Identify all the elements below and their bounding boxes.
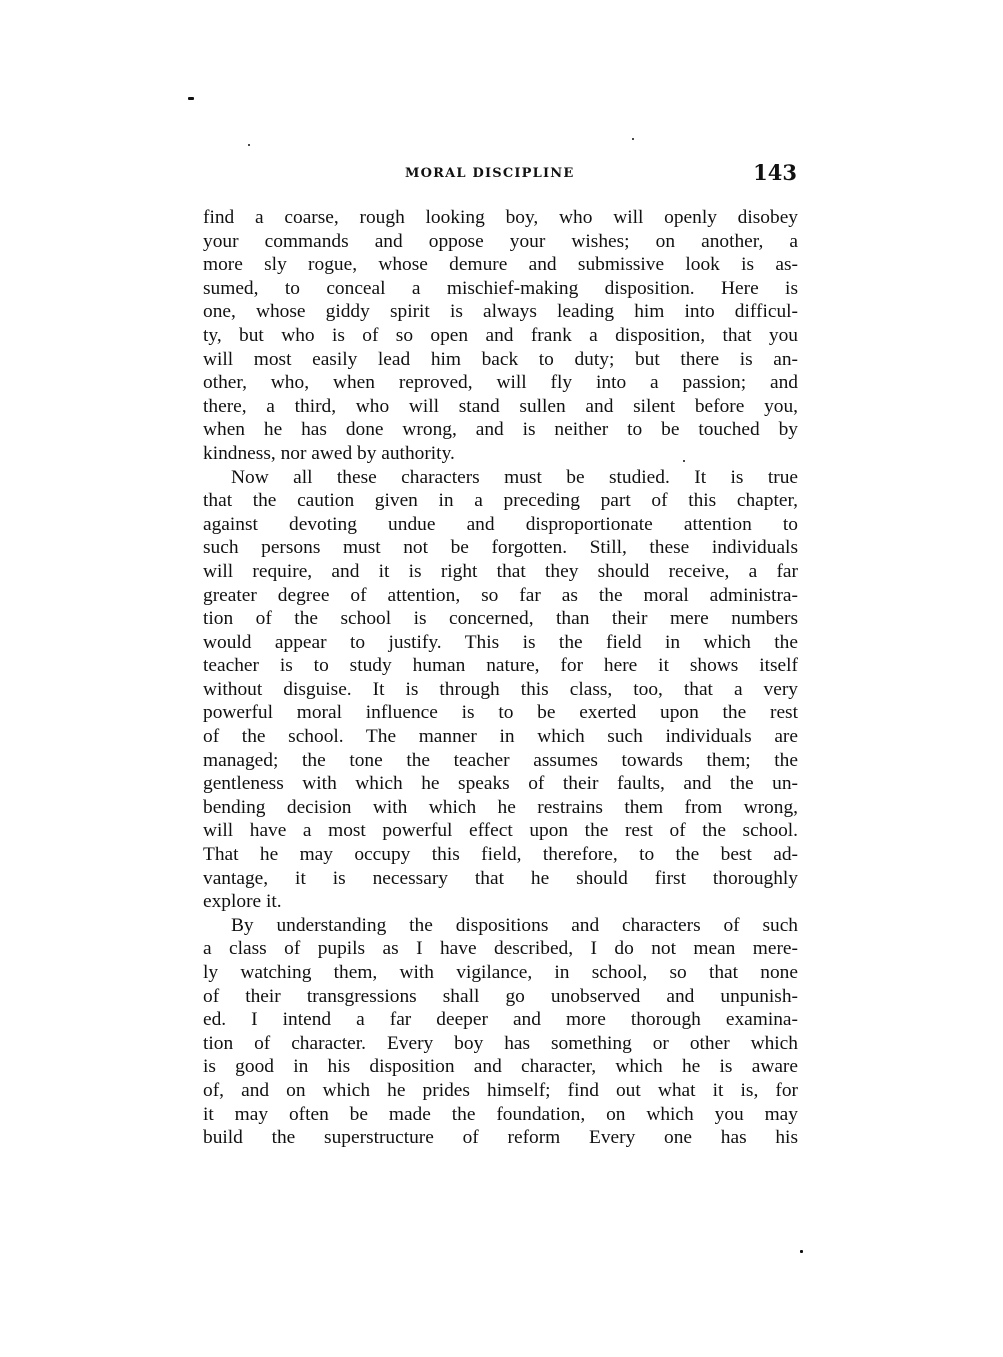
text-line: gentleness with which he speaks of their faults, and the un- (203, 773, 798, 795)
text-line: find a coarse, rough looking boy, who will openly disobey (203, 207, 798, 228)
text-line: it may often be made the foundation, on which you may (203, 1103, 798, 1125)
text-line: is good in his disposition and character, which he is aware (203, 1056, 798, 1078)
text-line: teacher is to study human nature, for here it shows itself (203, 655, 798, 677)
text-line: your commands and oppose your wishes; on another, a (203, 230, 798, 252)
text-line: against devoting undue and disproportionate attention to (203, 513, 798, 535)
text-line: ly watching them, with vigilance, in school, so that none (203, 962, 798, 983)
text-line: ty, but who is of so open and frank a disposition, that you (203, 324, 798, 346)
text-line: of the school. The manner in which such individuals are (203, 726, 798, 748)
running-head: MORAL DISCIPLINE (405, 166, 575, 181)
text-line: such persons must not be forgotten. Still, these individuals (203, 537, 798, 559)
text-line: tion of the school is concerned, than their mere numbers (203, 608, 798, 630)
text-line: more sly rogue, whose demure and submissive look is as- (203, 254, 798, 276)
text-line: one, whose giddy spirit is always leading him into difficul- (203, 301, 798, 323)
text-line: bending decision with which he restrains them from wrong, (203, 796, 798, 818)
text-line: vantage, it is necessary that he should first thoroughly (203, 867, 798, 889)
text-line: without disguise. It is through this class, too, that a very (203, 678, 798, 700)
ink-speck (800, 1250, 803, 1253)
body-text (203, 206, 798, 1150)
text-line: there, a third, who will stand sullen and silent before you, (203, 395, 798, 417)
text-line: a class of pupils as I have described, I do not mean mere- (203, 938, 798, 960)
text-line: will have a most powerful effect upon the rest of the school. (203, 820, 798, 842)
text-line: sumed, to conceal a mischief-making disposition. Here is (203, 277, 798, 299)
text-line: when he has done wrong, and is neither to be touched by (203, 419, 798, 441)
ink-speck (632, 138, 634, 140)
text-line: powerful moral influence is to be exerted upon the rest (203, 702, 798, 724)
ink-speck (248, 144, 250, 146)
text-line: of, and on which he prides himself; find out what it is, for (203, 1079, 798, 1101)
ink-speck (188, 97, 194, 100)
text-line: of their transgressions shall go unobserved and unpunish- (203, 985, 798, 1007)
text-line: will most easily lead him back to duty; but there is an- (203, 348, 798, 370)
text-line: greater degree of attention, so far as the moral administra- (203, 584, 798, 606)
text-line: ed. I intend a far deeper and more thorough examina- (203, 1009, 798, 1031)
text-line: managed; the tone the teacher assumes towards them; the (203, 749, 798, 771)
page-number: 143 (753, 160, 797, 185)
paragraph-start-line: Now all these characters must be studied. It is true (231, 466, 798, 488)
text-line: kindness, nor awed by authority. (203, 442, 455, 464)
text-line: will require, and it is right that they should receive, a far (203, 560, 798, 582)
text-line: build the superstructure of reform Every one has his (203, 1127, 798, 1149)
paragraph-start-line: By understanding the dispositions and characters of such (231, 914, 798, 936)
text-line: would appear to justify. This is the field in which the (203, 631, 798, 653)
text-line: explore it. (203, 891, 282, 913)
page-header (200, 160, 800, 190)
text-line: that the caution given in a preceding part of this chapter, (203, 490, 798, 512)
text-line: That he may occupy this field, therefore, to the best ad- (203, 844, 798, 866)
text-line: other, who, when reproved, will fly into a passion; and (203, 372, 798, 394)
text-line: tion of character. Every boy has something or other which (203, 1032, 798, 1054)
